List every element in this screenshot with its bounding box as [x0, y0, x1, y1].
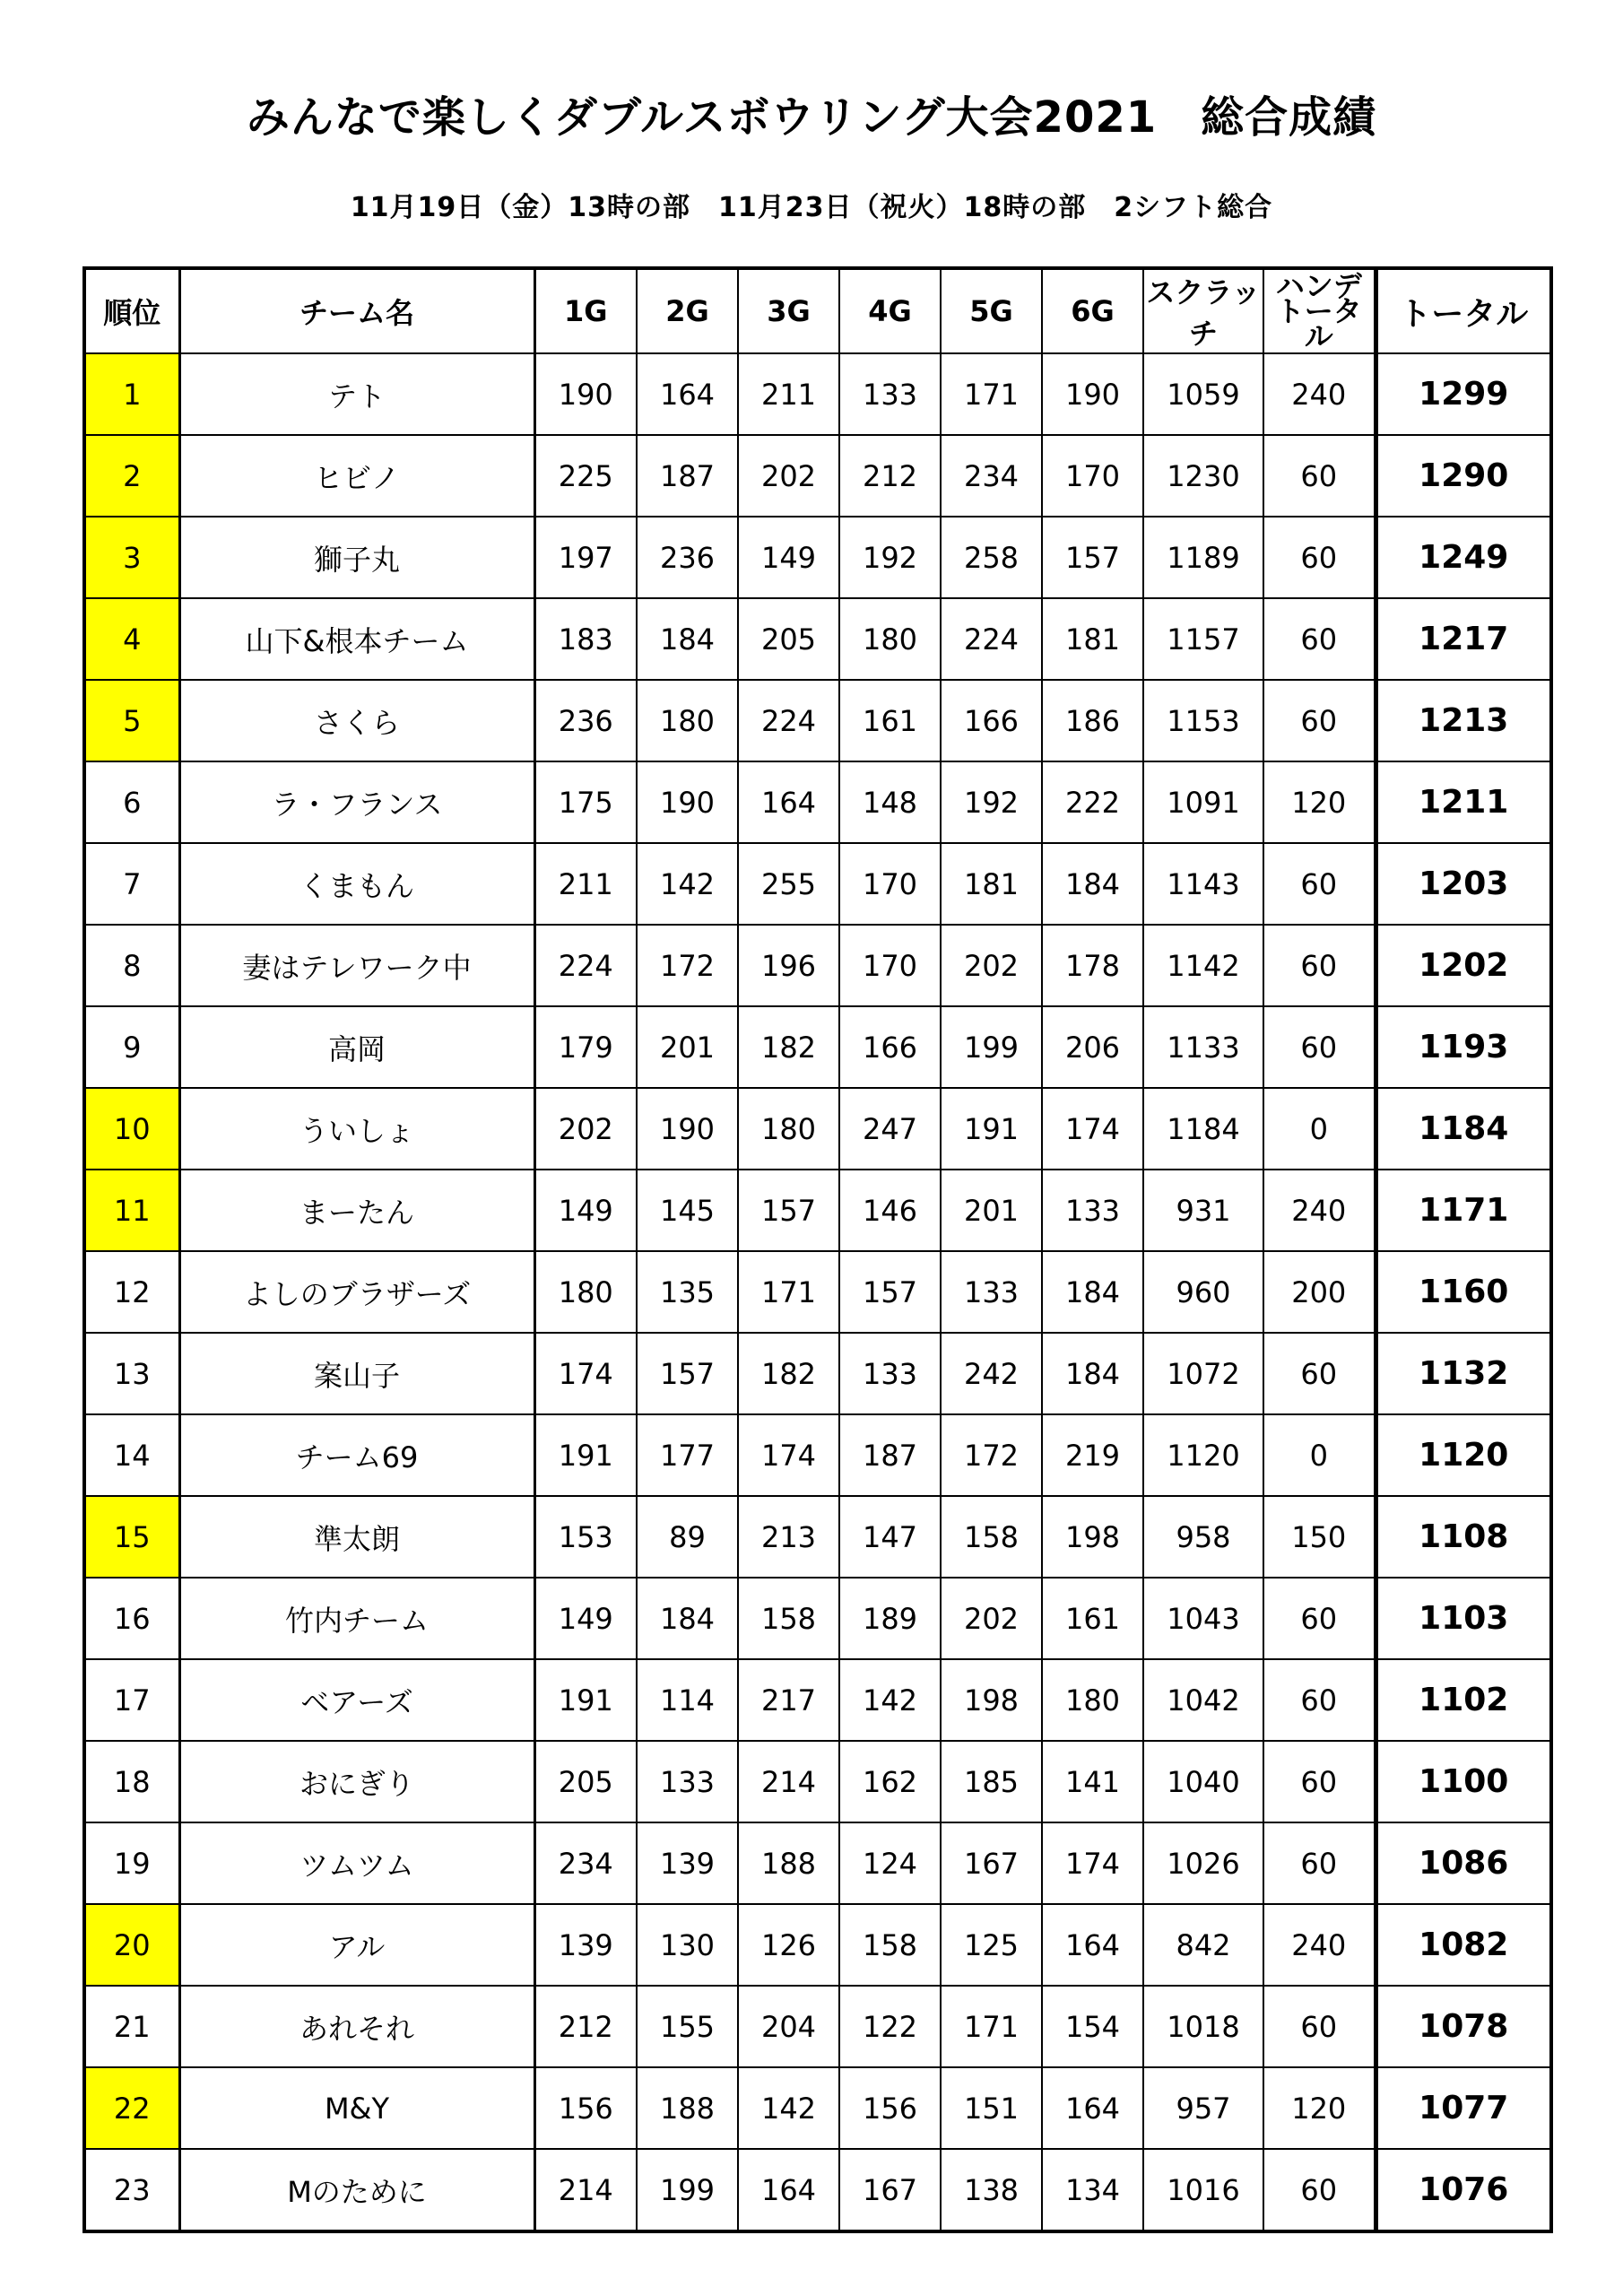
handicap-cell: 240: [1263, 353, 1376, 435]
game-4-score-cell: 146: [839, 1170, 941, 1251]
handicap-cell: 60: [1263, 1986, 1376, 2067]
total-cell: 1108: [1376, 1496, 1551, 1578]
game-1-score-cell: 236: [534, 680, 637, 761]
rank-cell: 1: [84, 353, 179, 435]
table-row: [84, 1251, 1551, 1333]
scratch-cell: 1016: [1143, 2149, 1263, 2231]
game-5-score-cell: 201: [941, 1170, 1042, 1251]
game-3-score-cell: 204: [738, 1986, 839, 2067]
game-3-score-cell: 205: [738, 598, 839, 680]
handicap-cell: 60: [1263, 1578, 1376, 1659]
table-row: [84, 1904, 1551, 1986]
scratch-cell: 842: [1143, 1904, 1263, 1986]
scratch-cell: 931: [1143, 1170, 1263, 1251]
game-6-score-cell: 186: [1042, 680, 1143, 761]
team-name-cell: まーたん: [179, 1170, 534, 1251]
team-name-cell: 案山子: [179, 1333, 534, 1414]
game-3-score-cell: 180: [738, 1088, 839, 1170]
game-6-score-cell: 164: [1042, 1904, 1143, 1986]
game-4-score-cell: 170: [839, 843, 941, 925]
total-cell: 1249: [1376, 517, 1551, 598]
game-1-score-cell: 174: [534, 1333, 637, 1414]
scratch-cell: 1040: [1143, 1741, 1263, 1822]
handicap-cell: 150: [1263, 1496, 1376, 1578]
handicap-cell: 60: [1263, 1333, 1376, 1414]
scratch-cell: 1018: [1143, 1986, 1263, 2067]
handicap-cell: 60: [1263, 1741, 1376, 1822]
header-handicap-line2: トータル: [1275, 294, 1362, 353]
table-header: [84, 268, 1551, 353]
game-6-score-cell: 133: [1042, 1170, 1143, 1251]
game-5-score-cell: 138: [941, 2149, 1042, 2231]
game-5-score-cell: 202: [941, 1578, 1042, 1659]
game-1-score-cell: 149: [534, 1170, 637, 1251]
game-3-score-cell: 224: [738, 680, 839, 761]
game-2-score-cell: 139: [637, 1822, 738, 1904]
game-2-score-cell: 157: [637, 1333, 738, 1414]
game-1-score-cell: 190: [534, 353, 637, 435]
handicap-cell: 60: [1263, 1006, 1376, 1088]
game-5-score-cell: 191: [941, 1088, 1042, 1170]
scratch-cell: 1153: [1143, 680, 1263, 761]
total-cell: 1086: [1376, 1822, 1551, 1904]
rank-cell: 19: [84, 1822, 179, 1904]
game-6-score-cell: 219: [1042, 1414, 1143, 1496]
game-3-score-cell: 182: [738, 1333, 839, 1414]
game-5-score-cell: 151: [941, 2067, 1042, 2149]
game-4-score-cell: 156: [839, 2067, 941, 2149]
table-body: [84, 353, 1551, 2231]
game-2-score-cell: 142: [637, 843, 738, 925]
game-3-score-cell: 158: [738, 1578, 839, 1659]
game-6-score-cell: 184: [1042, 843, 1143, 925]
game-5-score-cell: 199: [941, 1006, 1042, 1088]
game-6-score-cell: 184: [1042, 1333, 1143, 1414]
game-2-score-cell: 187: [637, 435, 738, 517]
handicap-cell: 60: [1263, 1659, 1376, 1741]
game-6-score-cell: 181: [1042, 598, 1143, 680]
game-5-score-cell: 234: [941, 435, 1042, 517]
table-row: [84, 1578, 1551, 1659]
game-6-score-cell: 198: [1042, 1496, 1143, 1578]
table-row: [84, 1986, 1551, 2067]
rank-cell: 16: [84, 1578, 179, 1659]
team-name-cell: くまもん: [179, 843, 534, 925]
game-2-score-cell: 177: [637, 1414, 738, 1496]
handicap-cell: 120: [1263, 2067, 1376, 2149]
scratch-cell: 957: [1143, 2067, 1263, 2149]
rank-cell: 2: [84, 435, 179, 517]
game-6-score-cell: 157: [1042, 517, 1143, 598]
scratch-cell: 960: [1143, 1251, 1263, 1333]
game-5-score-cell: 224: [941, 598, 1042, 680]
game-1-score-cell: 139: [534, 1904, 637, 1986]
rank-cell: 3: [84, 517, 179, 598]
game-1-score-cell: 214: [534, 2149, 637, 2231]
total-cell: 1078: [1376, 1986, 1551, 2067]
game-2-score-cell: 190: [637, 1088, 738, 1170]
game-4-score-cell: 133: [839, 1333, 941, 1414]
team-name-cell: ういしょ: [179, 1088, 534, 1170]
game-4-score-cell: 167: [839, 2149, 941, 2231]
game-1-score-cell: 149: [534, 1578, 637, 1659]
game-4-score-cell: 161: [839, 680, 941, 761]
game-3-score-cell: 213: [738, 1496, 839, 1578]
results-table: [82, 266, 1553, 2233]
game-5-score-cell: 181: [941, 843, 1042, 925]
game-3-score-cell: 171: [738, 1251, 839, 1333]
game-5-score-cell: 166: [941, 680, 1042, 761]
page-subtitle: 11月19日（金）13時の部 11月23日（祝火）18時の部 2シフト総合: [350, 192, 1273, 223]
game-4-score-cell: 212: [839, 435, 941, 517]
rank-cell: 15: [84, 1496, 179, 1578]
game-2-score-cell: 184: [637, 598, 738, 680]
game-1-score-cell: 183: [534, 598, 637, 680]
team-name-cell: 高岡: [179, 1006, 534, 1088]
team-name-cell: ツムツム: [179, 1822, 534, 1904]
game-6-score-cell: 141: [1042, 1741, 1143, 1822]
header-game-3: 3G: [738, 268, 839, 353]
game-5-score-cell: 202: [941, 925, 1042, 1006]
table-row: [84, 1822, 1551, 1904]
rank-cell: 18: [84, 1741, 179, 1822]
game-2-score-cell: 190: [637, 761, 738, 843]
game-2-score-cell: 201: [637, 1006, 738, 1088]
game-3-score-cell: 149: [738, 517, 839, 598]
game-1-score-cell: 175: [534, 761, 637, 843]
rank-cell: 8: [84, 925, 179, 1006]
table-row: [84, 435, 1551, 517]
team-name-cell: 準太朗: [179, 1496, 534, 1578]
table-row: [84, 1333, 1551, 1414]
handicap-cell: 200: [1263, 1251, 1376, 1333]
game-4-score-cell: 148: [839, 761, 941, 843]
scratch-cell: 1157: [1143, 598, 1263, 680]
game-4-score-cell: 124: [839, 1822, 941, 1904]
rank-cell: 9: [84, 1006, 179, 1088]
total-cell: 1103: [1376, 1578, 1551, 1659]
team-name-cell: アル: [179, 1904, 534, 1986]
game-1-score-cell: 211: [534, 843, 637, 925]
game-1-score-cell: 197: [534, 517, 637, 598]
game-4-score-cell: 187: [839, 1414, 941, 1496]
team-name-cell: テト: [179, 353, 534, 435]
scratch-cell: 1189: [1143, 517, 1263, 598]
game-4-score-cell: 189: [839, 1578, 941, 1659]
game-6-score-cell: 134: [1042, 2149, 1143, 2231]
game-1-score-cell: 179: [534, 1006, 637, 1088]
total-cell: 1171: [1376, 1170, 1551, 1251]
team-name-cell: ベアーズ: [179, 1659, 534, 1741]
handicap-cell: 60: [1263, 598, 1376, 680]
game-4-score-cell: 170: [839, 925, 941, 1006]
game-6-score-cell: 161: [1042, 1578, 1143, 1659]
game-1-score-cell: 224: [534, 925, 637, 1006]
table-row: [84, 1170, 1551, 1251]
scratch-cell: 1026: [1143, 1822, 1263, 1904]
game-6-score-cell: 178: [1042, 925, 1143, 1006]
game-1-score-cell: 156: [534, 2067, 637, 2149]
game-1-score-cell: 234: [534, 1822, 637, 1904]
total-cell: 1077: [1376, 2067, 1551, 2149]
rank-cell: 12: [84, 1251, 179, 1333]
game-3-score-cell: 164: [738, 761, 839, 843]
rank-cell: 17: [84, 1659, 179, 1741]
game-3-score-cell: 157: [738, 1170, 839, 1251]
team-name-cell: よしのブラザーズ: [179, 1251, 534, 1333]
header-game-5: 5G: [941, 268, 1042, 353]
team-name-cell: ラ・フランス: [179, 761, 534, 843]
table-row: [84, 353, 1551, 435]
rank-cell: 11: [84, 1170, 179, 1251]
handicap-cell: 0: [1263, 1414, 1376, 1496]
total-cell: 1102: [1376, 1659, 1551, 1741]
game-5-score-cell: 172: [941, 1414, 1042, 1496]
handicap-cell: 60: [1263, 925, 1376, 1006]
game-3-score-cell: 211: [738, 353, 839, 435]
scratch-cell: 958: [1143, 1496, 1263, 1578]
game-5-score-cell: 158: [941, 1496, 1042, 1578]
game-5-score-cell: 171: [941, 1986, 1042, 2067]
game-2-score-cell: 135: [637, 1251, 738, 1333]
handicap-cell: 0: [1263, 1088, 1376, 1170]
rank-cell: 20: [84, 1904, 179, 1986]
handicap-cell: 60: [1263, 517, 1376, 598]
header-scratch: スクラッチ: [1143, 268, 1263, 353]
game-2-score-cell: 145: [637, 1170, 738, 1251]
game-1-score-cell: 202: [534, 1088, 637, 1170]
handicap-cell: 60: [1263, 843, 1376, 925]
table-row: [84, 1006, 1551, 1088]
game-2-score-cell: 164: [637, 353, 738, 435]
scratch-cell: 1142: [1143, 925, 1263, 1006]
header-handicap-line1: ハンデ: [1275, 269, 1362, 303]
total-cell: 1184: [1376, 1088, 1551, 1170]
game-3-score-cell: 196: [738, 925, 839, 1006]
game-5-score-cell: 198: [941, 1659, 1042, 1741]
game-2-score-cell: 188: [637, 2067, 738, 2149]
scratch-cell: 1230: [1143, 435, 1263, 517]
game-1-score-cell: 191: [534, 1659, 637, 1741]
scratch-cell: 1072: [1143, 1333, 1263, 1414]
team-name-cell: 妻はテレワーク中: [179, 925, 534, 1006]
header-total: トータル: [1376, 268, 1551, 353]
total-cell: 1217: [1376, 598, 1551, 680]
game-4-score-cell: 162: [839, 1741, 941, 1822]
page-title: みんなで楽しくダブルスボウリング大会2021 総合成績: [246, 92, 1377, 143]
game-3-score-cell: 182: [738, 1006, 839, 1088]
game-3-score-cell: 202: [738, 435, 839, 517]
game-6-score-cell: 206: [1042, 1006, 1143, 1088]
game-5-score-cell: 171: [941, 353, 1042, 435]
table-row: [84, 1659, 1551, 1741]
table-row: [84, 2149, 1551, 2231]
scratch-cell: 1184: [1143, 1088, 1263, 1170]
game-4-score-cell: 247: [839, 1088, 941, 1170]
game-4-score-cell: 158: [839, 1904, 941, 1986]
header-handicap-total: [1263, 268, 1376, 353]
game-2-score-cell: 199: [637, 2149, 738, 2231]
total-cell: 1100: [1376, 1741, 1551, 1822]
header-team-name: チーム名: [179, 268, 534, 353]
handicap-cell: 120: [1263, 761, 1376, 843]
team-name-cell: M&Y: [179, 2067, 534, 2149]
handicap-cell: 60: [1263, 1822, 1376, 1904]
rank-cell: 10: [84, 1088, 179, 1170]
table-row: [84, 1088, 1551, 1170]
team-name-cell: チーム69: [179, 1414, 534, 1496]
game-1-score-cell: 225: [534, 435, 637, 517]
header-game-4: 4G: [839, 268, 941, 353]
scratch-cell: 1059: [1143, 353, 1263, 435]
game-3-score-cell: 255: [738, 843, 839, 925]
game-3-score-cell: 188: [738, 1822, 839, 1904]
game-1-score-cell: 153: [534, 1496, 637, 1578]
game-3-score-cell: 142: [738, 2067, 839, 2149]
header-game-6: 6G: [1042, 268, 1143, 353]
handicap-cell: 240: [1263, 1904, 1376, 1986]
rank-cell: 7: [84, 843, 179, 925]
game-2-score-cell: 184: [637, 1578, 738, 1659]
game-3-score-cell: 164: [738, 2149, 839, 2231]
game-2-score-cell: 155: [637, 1986, 738, 2067]
total-cell: 1160: [1376, 1251, 1551, 1333]
game-1-score-cell: 205: [534, 1741, 637, 1822]
game-6-score-cell: 190: [1042, 353, 1143, 435]
game-4-score-cell: 192: [839, 517, 941, 598]
total-cell: 1203: [1376, 843, 1551, 925]
game-5-score-cell: 125: [941, 1904, 1042, 1986]
team-name-cell: 竹内チーム: [179, 1578, 534, 1659]
game-1-score-cell: 191: [534, 1414, 637, 1496]
table-row: [84, 598, 1551, 680]
scratch-cell: 1120: [1143, 1414, 1263, 1496]
rank-cell: 21: [84, 1986, 179, 2067]
game-1-score-cell: 212: [534, 1986, 637, 2067]
game-2-score-cell: 133: [637, 1741, 738, 1822]
game-4-score-cell: 133: [839, 353, 941, 435]
total-cell: 1213: [1376, 680, 1551, 761]
game-3-score-cell: 126: [738, 1904, 839, 1986]
game-6-score-cell: 174: [1042, 1088, 1143, 1170]
team-name-cell: おにぎり: [179, 1741, 534, 1822]
table-row: [84, 761, 1551, 843]
scratch-cell: 1043: [1143, 1578, 1263, 1659]
team-name-cell: さくら: [179, 680, 534, 761]
game-2-score-cell: 89: [637, 1496, 738, 1578]
scratch-cell: 1133: [1143, 1006, 1263, 1088]
total-cell: 1120: [1376, 1414, 1551, 1496]
team-name-cell: 山下&根本チーム: [179, 598, 534, 680]
table-row: [84, 2067, 1551, 2149]
header-game-2: 2G: [637, 268, 738, 353]
game-3-score-cell: 174: [738, 1414, 839, 1496]
game-6-score-cell: 222: [1042, 761, 1143, 843]
game-3-score-cell: 214: [738, 1741, 839, 1822]
total-cell: 1076: [1376, 2149, 1551, 2231]
scratch-cell: 1042: [1143, 1659, 1263, 1741]
handicap-cell: 60: [1263, 2149, 1376, 2231]
rank-cell: 5: [84, 680, 179, 761]
rank-cell: 23: [84, 2149, 179, 2231]
game-4-score-cell: 180: [839, 598, 941, 680]
rank-cell: 22: [84, 2067, 179, 2149]
table-row: [84, 925, 1551, 1006]
header-rank: 順位: [84, 268, 179, 353]
total-cell: 1211: [1376, 761, 1551, 843]
total-cell: 1290: [1376, 435, 1551, 517]
game-6-score-cell: 180: [1042, 1659, 1143, 1741]
game-4-score-cell: 157: [839, 1251, 941, 1333]
game-2-score-cell: 180: [637, 680, 738, 761]
game-2-score-cell: 130: [637, 1904, 738, 1986]
total-cell: 1299: [1376, 353, 1551, 435]
game-6-score-cell: 164: [1042, 2067, 1143, 2149]
total-cell: 1082: [1376, 1904, 1551, 1986]
handicap-cell: 60: [1263, 435, 1376, 517]
game-6-score-cell: 184: [1042, 1251, 1143, 1333]
team-name-cell: Mのために: [179, 2149, 534, 2231]
team-name-cell: ヒビノ: [179, 435, 534, 517]
team-name-cell: 獅子丸: [179, 517, 534, 598]
scratch-cell: 1143: [1143, 843, 1263, 925]
game-2-score-cell: 236: [637, 517, 738, 598]
game-6-score-cell: 174: [1042, 1822, 1143, 1904]
handicap-cell: 60: [1263, 680, 1376, 761]
total-cell: 1202: [1376, 925, 1551, 1006]
rank-cell: 13: [84, 1333, 179, 1414]
game-5-score-cell: 133: [941, 1251, 1042, 1333]
table-row: [84, 517, 1551, 598]
header-game-1: 1G: [534, 268, 637, 353]
game-5-score-cell: 258: [941, 517, 1042, 598]
game-4-score-cell: 166: [839, 1006, 941, 1088]
table-row: [84, 680, 1551, 761]
scratch-cell: 1091: [1143, 761, 1263, 843]
game-2-score-cell: 172: [637, 925, 738, 1006]
rank-cell: 14: [84, 1414, 179, 1496]
rank-cell: 6: [84, 761, 179, 843]
game-3-score-cell: 217: [738, 1659, 839, 1741]
table-row: [84, 843, 1551, 925]
game-5-score-cell: 185: [941, 1741, 1042, 1822]
rank-cell: 4: [84, 598, 179, 680]
table-row: [84, 1414, 1551, 1496]
game-4-score-cell: 147: [839, 1496, 941, 1578]
table-row: [84, 1741, 1551, 1822]
game-5-score-cell: 192: [941, 761, 1042, 843]
team-name-cell: あれそれ: [179, 1986, 534, 2067]
total-cell: 1132: [1376, 1333, 1551, 1414]
game-1-score-cell: 180: [534, 1251, 637, 1333]
game-4-score-cell: 142: [839, 1659, 941, 1741]
total-cell: 1193: [1376, 1006, 1551, 1088]
table-row: [84, 1496, 1551, 1578]
handicap-cell: 240: [1263, 1170, 1376, 1251]
game-2-score-cell: 114: [637, 1659, 738, 1741]
game-5-score-cell: 242: [941, 1333, 1042, 1414]
game-5-score-cell: 167: [941, 1822, 1042, 1904]
game-6-score-cell: 154: [1042, 1986, 1143, 2067]
game-4-score-cell: 122: [839, 1986, 941, 2067]
game-6-score-cell: 170: [1042, 435, 1143, 517]
